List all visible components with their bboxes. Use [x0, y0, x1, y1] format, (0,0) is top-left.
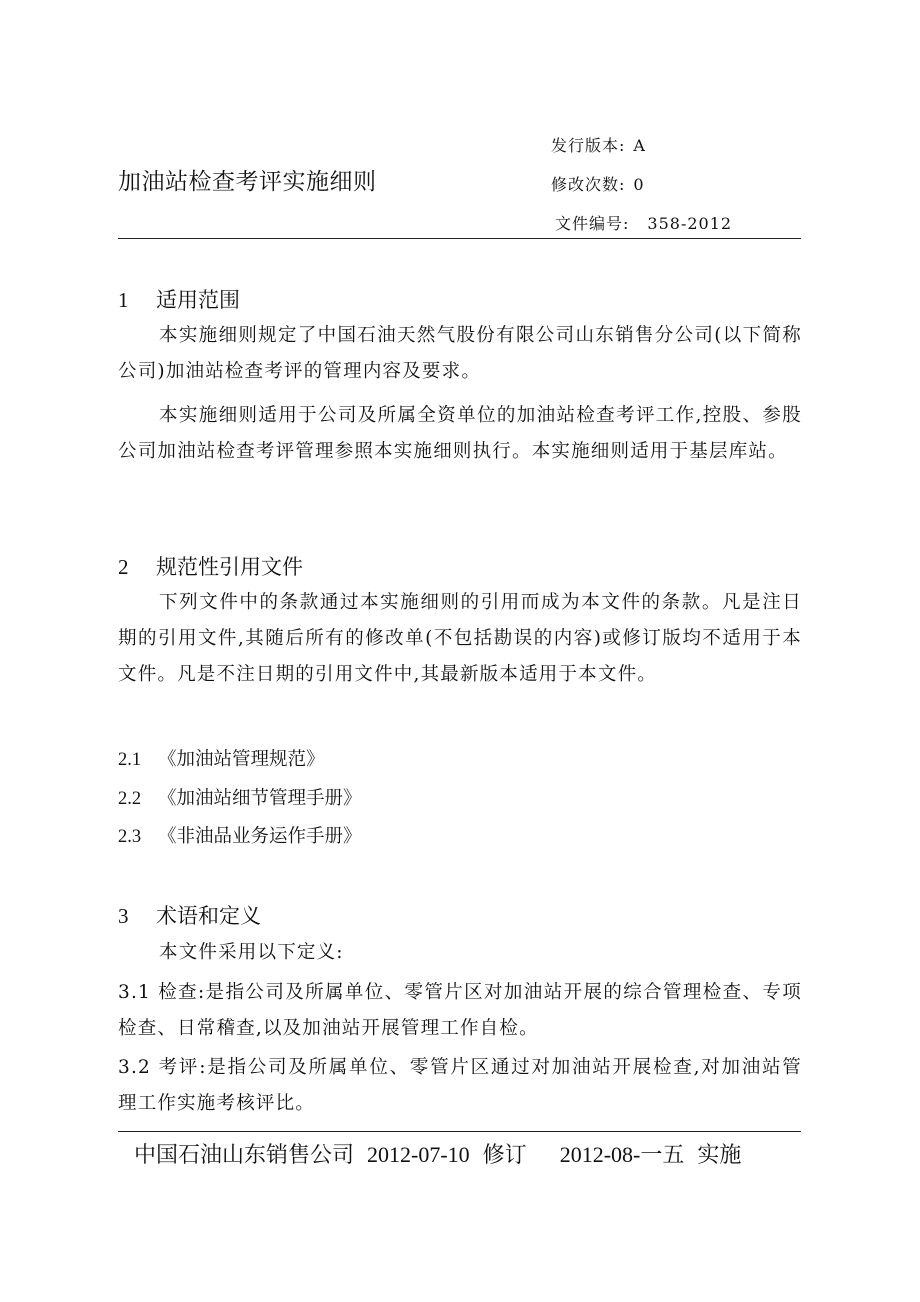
reference-number: 2.2 [118, 788, 142, 809]
section-1-paragraph-1: 本实施细则规定了中国石油天然气股份有限公司山东销售分公司(以下简称公司)加油站检查考评的管理内容及要求。 [118, 325, 802, 382]
definition-inspection: 3.1 检查:是指公司及所属单位、零管片区对加油站开展的综合管理检查、专项检查、日常稽查,以及加油站开展管理工作自检。 [118, 982, 802, 1039]
section-1-paragraph-2: 本实施细则适用于公司及所属全资单位的加油站检查考评工作,控股、参股公司加油站检查考评管理参照本实施细则执行。本实施细则适用于基层库站。 [118, 405, 802, 462]
reference-list [118, 741, 362, 857]
reference-number: 2.3 [118, 827, 142, 847]
section-number: 1 [118, 288, 129, 312]
section-3-paragraph-1: 本文件采用以下定义: [159, 942, 344, 963]
version-value: A [633, 136, 646, 155]
doc-number-value: 358-2012 [647, 214, 733, 233]
footer-revised-label: 修订 [482, 1143, 527, 1168]
reference-item [118, 780, 362, 819]
reference-title: 《非油品业务运作手册》 [158, 826, 362, 847]
footer-revised-date: 2012-07-10 [367, 1142, 470, 1167]
document-title: 加油站检查考评实施细则 [118, 169, 377, 195]
reference-title: 《加油站细节管理手册》 [158, 787, 362, 809]
section-heading-2 [118, 551, 303, 581]
section-heading-1 [118, 284, 240, 314]
footer-company: 中国石油山东销售公司 [134, 1143, 355, 1168]
doc-number-row [555, 211, 732, 234]
reference-number: 2.1 [118, 750, 142, 770]
revision-row [551, 172, 645, 195]
section-number: 2 [118, 555, 129, 579]
reference-title: 《加油站管理规范》 [158, 749, 325, 770]
version-label: 发行版本: [551, 136, 626, 155]
footer-divider [118, 1131, 801, 1132]
header-divider [118, 238, 801, 239]
revision-value: 0 [633, 175, 645, 194]
section-2-paragraph-1: 下列文件中的条款通过本实施细则的引用而成为本文件的条款。凡是注日期的引用文件,其随后所有的修改单(不包括勘误的内容)或修订版均不适用于本文件。凡是不注日期的引用文件中,其最新版本适用于本文件。 [118, 592, 802, 685]
section-number: 3 [118, 904, 129, 928]
definition-evaluation: 3.2 考评:是指公司及所属单位、零管片区通过对加油站开展检查,对加油站管理工作实施考核评比。 [118, 1057, 802, 1114]
section-title: 适用范围 [156, 288, 240, 312]
section-heading-3 [118, 900, 261, 930]
revision-label: 修改次数: [551, 175, 626, 194]
footer-effective-date: 2012-08-一五 [559, 1142, 685, 1167]
footer-effective-label: 实施 [697, 1143, 742, 1168]
footer [134, 1138, 747, 1169]
doc-number-label: 文件编号: [555, 214, 630, 233]
section-title: 规范性引用文件 [156, 555, 303, 579]
section-title: 术语和定义 [156, 904, 261, 928]
version-row [551, 133, 646, 156]
reference-item [118, 818, 362, 857]
reference-item [118, 741, 362, 780]
